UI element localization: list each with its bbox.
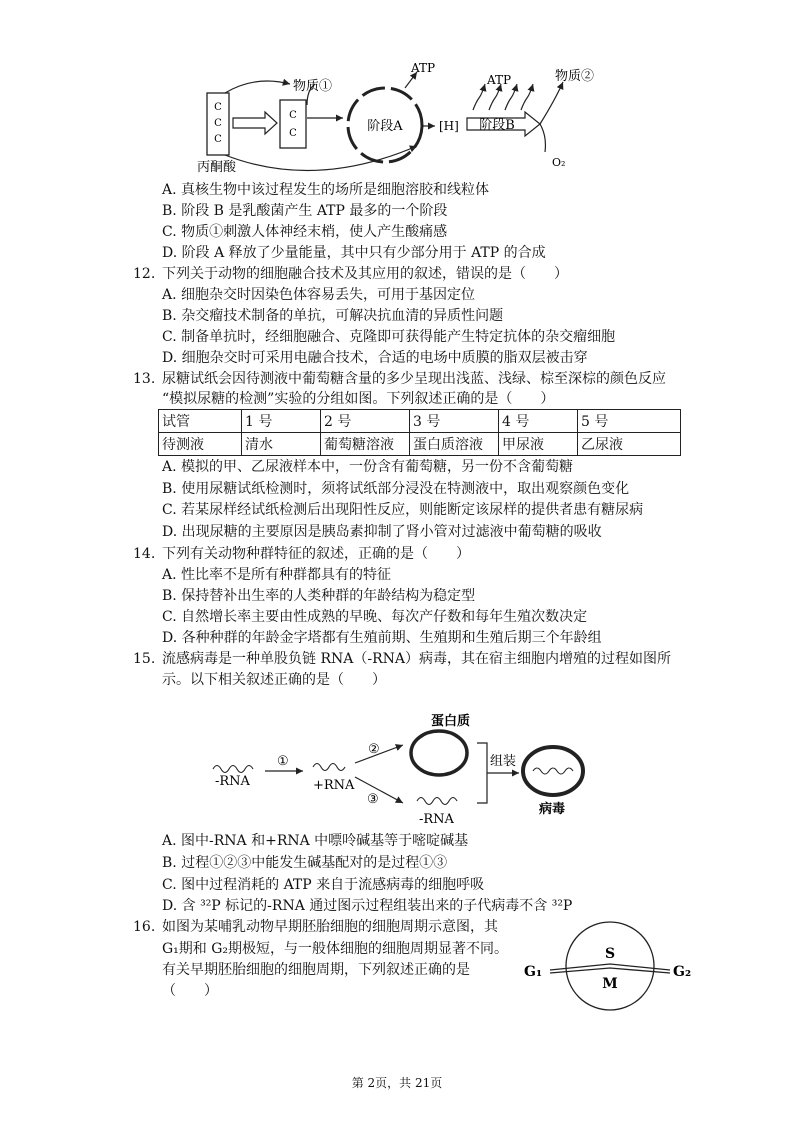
q12-option-d: D. 细胞杂交时可采用电融合技术，合适的电场中质膜的脂双层被击穿 [162,350,588,366]
assemble-label: 组装 [490,754,517,769]
q16-stem: 如图为某哺乳动物早期胚胎细胞的细胞周期示意图，其 [162,919,498,935]
q14-option-a: A. 性比率不是所有种群都具有的特征 [162,567,392,583]
step3-label: ③ [367,792,379,807]
step2-label: ② [368,742,380,757]
q15-stem: 流感病毒是一种单股负链 RNA（-RNA）病毒，其在宿主细胞内增殖的过程如图所 [162,651,671,667]
table-cell: 待测液 [159,433,242,456]
table-cell: 4 号 [499,410,578,433]
q13-option-d: D. 出现尿糖的主要原因是胰岛素抑制了肾小管对过滤液中葡萄糖的吸收 [162,524,602,540]
s-phase-label: S [604,946,616,962]
q16-stem-3: 有关早期胚胎细胞的细胞周期，下列叙述正确的是 [162,962,470,978]
q12-option-a: A. 细胞杂交时因染色体容易丢失，可用于基因定位 [162,287,476,303]
q11-option-a: A. 真核生物中该过程发生的场所是细胞溶胶和线粒体 [162,182,490,198]
q16-number: 16. [133,919,156,935]
q15-option-c: C. 图中过程消耗的 ATP 来自于流感病毒的细胞呼吸 [162,877,485,893]
c-label: C [289,128,297,139]
q13-table [158,409,681,456]
h-label: [H] [439,119,459,133]
table-cell: 清水 [242,433,321,456]
table-row [159,433,681,456]
q14-option-c: C. 自然增长率主要由性成熟的早晚、每次产仔数和每年生殖次数决定 [162,609,588,625]
table-cell: 葡萄糖溶液 [321,433,410,456]
q15-option-a: A. 图中-RNA 和+RNA 中嘌呤碱基等于嘧啶碱基 [162,833,469,849]
protein-label: 蛋白质 [431,714,471,729]
o2-label: O₂ [552,156,566,169]
table-cell: 3 号 [410,410,499,433]
table-cell: 2 号 [321,410,410,433]
q13-number: 13. [133,371,156,387]
q14-option-b: B. 保持替补出生率的人类种群的年龄结构为稳定型 [162,588,476,604]
q16-stem-2: G₁期和 G₂期极短，与一般体细胞的细胞周期显著不同。 [162,941,509,957]
table-cell: 试管 [159,410,242,433]
neg-rna-label: -RNA [215,774,250,789]
stage-b-label: 阶段B [479,118,515,133]
atp-b-label: ATP [487,73,512,87]
neg-rna2-label: -RNA [419,812,454,825]
q11-option-d: D. 阶段 A 释放了少量能量，其中只有少部分用于 ATP 的合成 [162,245,546,261]
q11-option-b: B. 阶段 B 是乳酸菌产生 ATP 最多的一个阶段 [162,203,448,219]
table-row [159,410,681,433]
table-cell: 1 号 [242,410,321,433]
stage-a-label: 阶段A [367,119,403,134]
q12-option-c: C. 制备单抗时，经细胞融合、克隆即可获得能产生特定抗体的杂交瘤细胞 [162,329,616,345]
c-label: C [214,134,222,145]
q14-stem: 下列有关动物种群特征的叙述，正确的是（ ） [162,546,470,562]
q13-option-c: C. 若某尿样经试纸检测后出现阳性反应，则能断定该尿样的提供者患有糖尿病 [162,502,644,518]
virus-replication-diagram [205,705,590,825]
q13-option-a: A. 模拟的甲、乙尿液样本中，一份含有葡萄糖，另一份不含葡萄糖 [162,459,574,475]
respiration-diagram [195,60,635,178]
table-cell: 甲尿液 [499,433,578,456]
pos-rna-label: +RNA [313,778,355,793]
pyruvate-label: 丙酮酸 [197,160,237,175]
substance2-label: 物质② [555,69,595,84]
q13-stem: 尿糖试纸会因待测液中葡萄糖含量的多少呈现出浅蓝、浅绿、棕至深棕的颜色反应 [162,371,666,387]
substance1-label: 物质① [293,79,333,94]
q14-number: 14. [133,546,156,562]
q14-option-d: D. 各种种群的年龄金字塔都有生殖前期、生殖期和生殖后期三个年龄组 [162,630,602,646]
table-cell: 乙尿液 [578,433,681,456]
q13-option-b: B. 使用尿糖试纸检测时，须将试纸部分浸没在特测液中，取出观察颜色变化 [162,481,630,497]
atp-label: ATP [411,61,436,75]
c-label: C [214,102,222,113]
q15-option-d: D. 含 ³²P 标记的-RNA 通过图示过程组装出来的子代病毒不含 ³²P [162,898,573,914]
q12-option-b: B. 杂交瘤技术制备的单抗，可解决抗血清的异质性问题 [162,308,504,324]
m-phase-label: M [602,976,618,992]
q13-stem-2: “模拟尿糖的检测”实验的分组如图。下列叙述正确的是（ ） [162,391,555,407]
q15-option-b: B. 过程①②③中能发生碱基配对的是过程①③ [162,855,448,871]
table-cell: 5 号 [578,410,681,433]
table-cell: 蛋白质溶液 [410,433,499,456]
c-label: C [289,110,297,121]
g2-label: G₂ [673,964,692,980]
virus-label: 病毒 [539,802,566,817]
c-label: C [214,118,222,129]
q15-stem-2: 示。以下相关叙述正确的是（ ） [162,672,386,688]
g1-label: G₁ [524,964,543,980]
q15-number: 15. [133,651,156,667]
q12-number: 12. [133,266,156,282]
cell-cycle-diagram [520,918,700,1018]
q12-stem: 下列关于动物的细胞融合技术及其应用的叙述，错误的是（ ） [162,266,568,282]
step1-label: ① [277,754,289,769]
q16-stem-4: （ ） [162,983,218,999]
q11-option-c: C. 物质①刺激人体神经末梢，使人产生酸痛感 [162,224,448,240]
page-footer: 第 2页，共 21页 [351,1076,443,1090]
